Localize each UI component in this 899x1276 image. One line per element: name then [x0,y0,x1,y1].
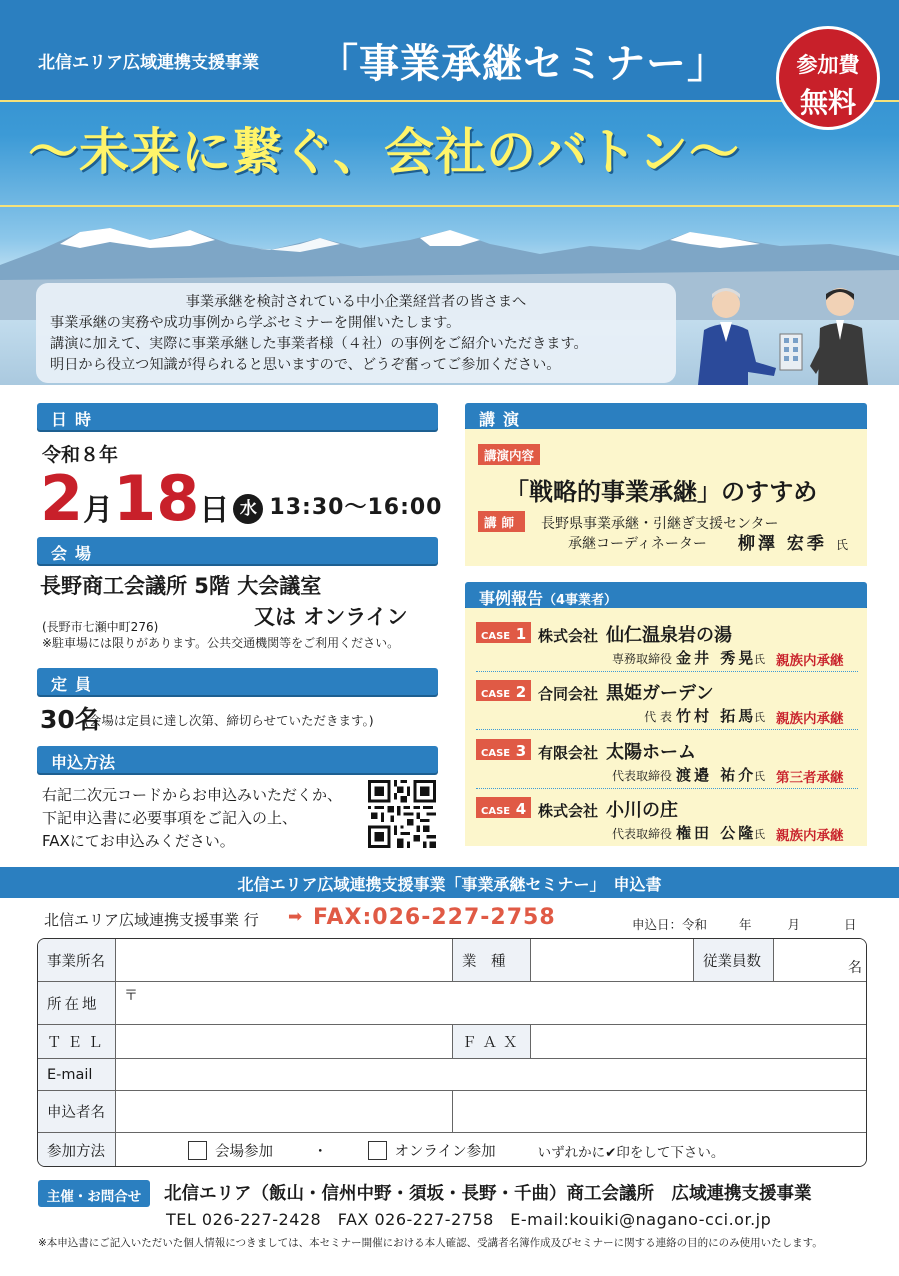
speaker-name: 柳澤 宏季 [738,534,827,554]
date-label: 申込日：令和 [632,917,708,932]
intro-line: 講演に加えて、実際に事業承継した事業者様（４社）の事例をご紹介いただきます。 [50,336,588,352]
company-name: 仙仁温泉岩の湯 [606,625,733,646]
company-type: 株式会社 [538,802,599,820]
business-handshake-illustration [690,282,870,385]
presenter-role: 専務取締役 [611,652,672,666]
venue-option-label: 会場参加 [215,1144,273,1160]
presenter-name: 渡邉 祐介 [676,766,757,784]
presenter-role: 代表取締役 [611,827,672,841]
method-field [116,1133,867,1167]
badge-line1: 参加費 [796,53,860,77]
date-year: 令和８年 [42,444,119,466]
event-time: 13:30～16:00 [269,495,443,520]
form-title-band: 北信エリア広域連携支援事業「事業承継セミナー」 申込書 [0,867,899,898]
venue-address: (長野市七瀬中町276) [42,620,159,634]
lecture-heading: 講演 [465,403,867,430]
address-label: 所在地 [38,982,116,1025]
presenter-role: 代 表 [644,710,672,724]
venue-alt: 又は オンライン [254,605,408,629]
fax-number: FAX:026-227-2758 [313,905,556,930]
speaker-org: 長野県事業承継・引継ぎ支援センター [541,516,779,532]
online-option-label: オンライン参加 [394,1144,496,1160]
case-label: CASE [481,806,511,817]
date-day: 18 [113,462,200,535]
cases-heading-label: 事例報告 [479,589,544,608]
capacity-note: (会場は定員に達し次第、締切らせていただきます。) [84,713,374,728]
succession-type: 親族内承継 [776,711,844,727]
case-tag [476,622,531,643]
apply-line: 下記申込書に必要事項をご記入の上、 [42,809,298,827]
industry-field[interactable] [531,939,694,982]
applicant-field-2[interactable] [453,1091,867,1133]
date-month: 2 [40,462,84,535]
cases-heading-sub: （4事業者） [543,593,618,608]
case-divider [476,671,858,672]
employees-unit: 名 [848,960,862,976]
arrow-right-icon: ➡ [288,907,303,927]
employees-field[interactable] [774,939,867,982]
hero-divider-bottom [0,205,899,207]
case-number: 4 [515,800,527,818]
host-tag: 主催・お問合せ [38,1180,150,1207]
venue-main: 長野商工会議所 5階 大会議室 [40,574,322,598]
apply-line: FAXにてお申込みください。 [42,832,235,850]
method-label: 参加方法 [38,1133,116,1167]
catchphrase: ～未来に繋ぐ、会社のバトン～ [28,123,740,181]
company-type: 有限会社 [538,744,599,762]
case-tag [476,739,531,760]
presenter-role: 代表取締役 [611,769,672,783]
free-badge [776,26,880,130]
badge-line2: 無料 [799,86,856,119]
intro-line: 事業承継の実務や成功事例から学ぶセミナーを開催いたします。 [50,315,461,331]
intro-line: 事業承継を検討されている中小企業経営者の皆さまへ [185,294,527,310]
case-company [538,621,732,647]
case-company [538,738,696,764]
case-divider [476,788,858,789]
company-type: 株式会社 [538,627,599,645]
case-item [476,618,858,673]
fax-label: ＦＡＸ [453,1025,531,1059]
venue-checkbox[interactable] [188,1141,207,1160]
speaker-honorific: 氏 [836,538,849,552]
venue-note: ※駐車場には限りがあります。公共交通機関等をご利用ください。 [42,636,400,650]
case-item [476,735,858,790]
hero-divider-top [0,100,899,102]
cases-heading [465,582,867,609]
email-field[interactable] [116,1059,867,1091]
application-form [37,938,867,1167]
succession-type: 親族内承継 [776,653,844,669]
case-item [476,676,858,731]
contact-info: TEL 026-227-2428 FAX 026-227-2758 E-mail:kouiki@nagano-cci.or.jp [166,1210,772,1229]
presenter-name: 金井 秀晃 [676,649,757,667]
company-name: 黒姫ガーデン [606,683,714,704]
month-unit: 月 [83,493,114,528]
presenter-name: 権田 公隆 [676,824,757,842]
form-recipient: 北信エリア広域連携支援事業 行 [44,911,259,929]
email-label: E-mail [38,1059,116,1091]
address-field[interactable] [116,982,867,1025]
intro-line: 明日から役立つ知識が得られると思いますので、どうぞ奮ってご参加ください。 [50,357,561,373]
speaker-tag: 講師 [478,511,525,532]
case-number: 1 [515,625,527,643]
fax-field[interactable] [531,1025,867,1059]
case-item [476,793,858,848]
company-name: 太陽ホーム [606,742,697,763]
capacity-heading: 定員 [37,668,438,695]
company-type: 合同会社 [538,685,599,703]
presenter-honorific: 氏 [754,711,765,724]
date-year-field[interactable]: 年 [739,917,752,932]
succession-type: 親族内承継 [776,828,844,844]
qr-code[interactable] [368,780,436,848]
case-number: 2 [515,683,527,701]
application-date [632,915,857,933]
event-date [40,462,442,535]
datetime-heading: 日時 [37,403,438,430]
privacy-note: ※本申込書にご記入いただいた個人情報につきましては、本セミナー開催における本人確認、受講者名簿作成及びセミナーに関する連絡の目的にのみ使用いたします。 [38,1237,823,1249]
apply-heading: 申込方法 [37,746,438,773]
tel-label: ＴＥＬ [38,1025,116,1059]
applicant-label: 申込者名 [38,1091,116,1133]
succession-type: 第三者承継 [776,770,844,786]
date-day-field[interactable]: 日 [844,917,857,932]
employees-label: 従業員数 [694,939,774,982]
presenter-honorific: 氏 [754,653,765,666]
postal-mark: 〒 [124,988,138,1004]
lecture-title: 「戦略的事業承継」のすすめ [505,478,818,506]
host-organization: 北信エリア（飯山・信州中野・須坂・長野・千曲）商工会議所 広域連携支援事業 [164,1184,812,1204]
org-label: 北信エリア広域連携支援事業 [38,53,259,73]
lecture-content-tag: 講演内容 [478,444,540,465]
industry-label: 業 種 [453,939,531,982]
case-number: 3 [515,742,527,760]
case-company [538,796,678,822]
day-unit: 日 [199,493,230,528]
company-name: 小川の庄 [606,800,679,821]
case-tag [476,680,531,701]
case-tag [476,797,531,818]
online-checkbox[interactable] [368,1141,387,1160]
option-separator: ・ [313,1144,328,1160]
hero-header [0,0,899,385]
apply-instructions [42,784,342,853]
case-company [538,679,714,705]
method-note: いずれかに✔印をして下さい。 [537,1144,725,1161]
business-name-label: 事業所名 [38,939,116,982]
speaker-role: 承継コーディネーター [568,536,707,552]
date-month-field[interactable]: 月 [787,917,801,932]
presenter-honorific: 氏 [754,828,765,841]
case-label: CASE [481,748,511,759]
venue-heading: 会場 [37,537,438,564]
intro-box [36,283,676,383]
case-label: CASE [481,631,511,642]
business-name-field[interactable] [116,939,453,982]
capacity-number: 30名 [40,705,100,734]
weekday-badge: 水 [233,494,263,524]
tel-field[interactable] [116,1025,453,1059]
apply-line: 右記二次元コードからお申込みいただくか、 [42,786,343,804]
presenter-name: 竹村 拓馬 [676,707,757,725]
applicant-field-1[interactable] [116,1091,453,1133]
seminar-title: 「事業承継セミナー」 [318,41,728,87]
presenter-honorific: 氏 [754,770,765,783]
case-label: CASE [481,689,511,700]
case-divider [476,729,858,730]
